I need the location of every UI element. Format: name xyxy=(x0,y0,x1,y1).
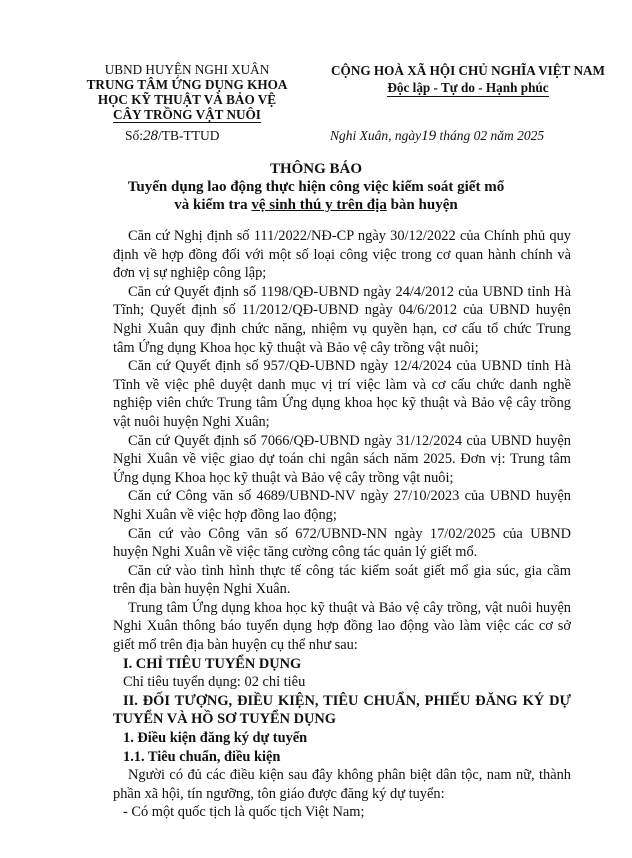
notice-subtitle-line-2 xyxy=(0,196,632,214)
announcement-paragraph: Trung tâm Ứng dụng khoa học kỹ thuật và Bảo vệ cây trồng, vật nuôi huyện Nghi Xuân thông báo tuyển dụng hợp đồng lao động vào làm việc các cơ sở giết mổ trên địa bàn huyện cụ thể như sau: xyxy=(113,599,571,654)
date-day: 19 xyxy=(421,128,437,144)
country-name: CỘNG HOÀ XÃ HỘI CHỦ NGHĨA VIỆT NAM xyxy=(331,63,605,78)
legal-basis-paragraph: Căn cứ Nghị định số 111/2022/NĐ-CP ngày 30/12/2022 của Chính phủ quy định về hợp đồng đối với một số loại công việc trong cơ quan hành chính và đơn vị sự nghiệp công lập; xyxy=(113,228,571,282)
section-1-heading: I. CHỈ TIÊU TUYỂN DỤNG xyxy=(123,655,302,672)
notice-subtitle-line-1: Tuyển dụng lao động thực hiện công việc kiểm soát giết mổ xyxy=(127,179,505,195)
docno-prefix: Số: xyxy=(125,128,144,143)
document-number xyxy=(125,128,220,145)
section-2-heading: II. ĐỐI TƯỢNG, ĐIỀU KIỆN, TIÊU CHUẨN, PHIẾU ĐĂNG KÝ DỰ TUYỂN VÀ HỒ SƠ TUYỂN DỤNG xyxy=(113,692,571,728)
date-suffix: tháng 02 năm 2025 xyxy=(439,128,545,143)
center-name-line-1: TRUNG TÂM ỨNG DỤNG KHOA xyxy=(86,77,288,92)
legal-basis-paragraph: Căn cứ Quyết định số 7066/QĐ-UBND ngày 31/12/2024 của UBND huyện Nghi Xuân về việc giao dự toán chi ngân sách năm 2025. Đơn vị: Trung tâm Ứng dụng Khoa học kỹ thuật và Bảo vệ cây trồng vật nuôi; xyxy=(113,432,571,486)
legal-basis-paragraph: Căn cứ Công văn số 4689/UBND-NV ngày 27/10/2023 của UBND huyện Nghi Xuân về việc hợp đồng lao động; xyxy=(113,488,571,523)
document-body xyxy=(113,227,571,822)
issue-date xyxy=(330,128,544,145)
subtitle-pre: và kiểm tra xyxy=(174,197,252,213)
national-header-block xyxy=(318,62,618,97)
docno-value: 28 xyxy=(143,128,159,144)
section-1-text: Chỉ tiêu tuyển dụng: 02 chỉ tiêu xyxy=(123,674,306,691)
legal-basis-paragraph: Căn cứ Quyết định số 957/QĐ-UBND ngày 12/4/2024 của UBND tỉnh Hà Tĩnh về việc phê duyệt danh mục vị trí việc làm và cơ cấu chức danh nghề nghiệp viên chức Trung tâm Ứng dụng khoa học kỹ thuật và Bảo vệ cây trồng vật nuôi huyện Nghi Xuân; xyxy=(113,358,571,430)
notice-title-block xyxy=(0,160,632,214)
center-name-line-3: CÂY TRỒNG VẬT NUÔI xyxy=(113,107,261,122)
date-prefix: Nghi Xuân, ngày xyxy=(330,128,422,143)
notice-title: THÔNG BÁO xyxy=(269,161,363,177)
parent-agency: UBND HUYỆN NGHI XUÂN xyxy=(104,62,270,77)
subsection-2-1-1-heading: 1.1. Tiêu chuẩn, điều kiện xyxy=(123,748,281,765)
subtitle-underlined: vệ sinh thú y trên địa xyxy=(251,197,387,213)
subsection-2-1-heading: 1. Điều kiện đăng ký dự tuyển xyxy=(123,730,308,747)
subtitle-post: bàn huyện xyxy=(386,197,458,213)
legal-basis-paragraph: Căn cứ Quyết định số 1198/QĐ-UBND ngày 24/4/2012 của UBND tỉnh Hà Tĩnh; Quyết định số 11/2012/QĐ-UBND ngày 04/6/2012 của UBND huyện Nghi Xuân quy định chức năng, nhiệm vụ quyền hạn, cơ cấu tổ chức Trung tâm Ứng dụng Khoa học kỹ thuật và Bảo vệ cây trồng vật nuôi; xyxy=(113,283,571,356)
legal-basis-paragraph: Căn cứ vào tình hình thực tế công tác kiểm soát giết mổ gia súc, gia cầm trên địa bàn huyện Nghi Xuân. xyxy=(113,562,571,598)
legal-basis-paragraph: Căn cứ vào Công văn số 672/UBND-NN ngày 17/02/2025 của UBND huyện Nghi Xuân về việc tăng cường công tác quản lý giết mổ. xyxy=(113,525,571,561)
eligibility-paragraph: Người có đủ các điều kiện sau đây không phân biệt dân tộc, nam nữ, thành phần xã hội, tín ngưỡng, tôn giáo được đăng ký dự tuyển: xyxy=(113,767,571,802)
national-motto: Độc lập - Tự do - Hạnh phúc xyxy=(387,80,549,95)
eligibility-bullet: - Có một quốc tịch là quốc tịch Việt Nam; xyxy=(123,804,365,821)
docno-suffix: /TB-TTUD xyxy=(158,128,220,143)
center-name-line-2: HỌC KỸ THUẬT VÀ BẢO VỆ xyxy=(97,92,277,107)
issuing-agency-block xyxy=(62,62,312,123)
